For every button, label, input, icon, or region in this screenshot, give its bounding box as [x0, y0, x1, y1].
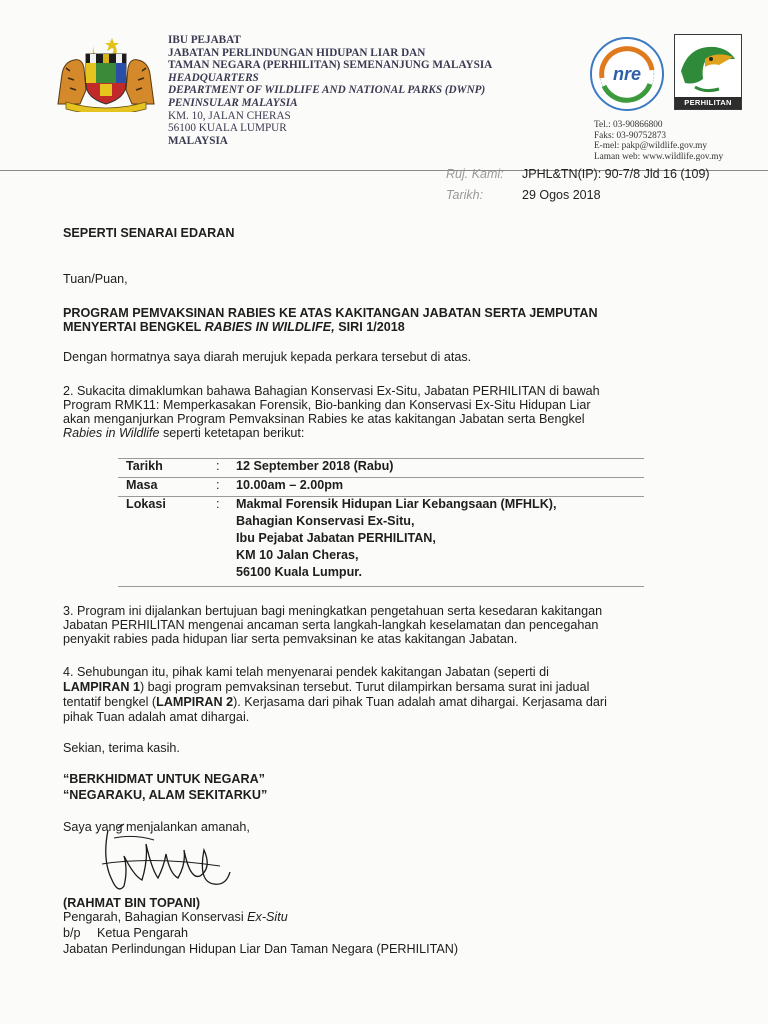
contact-details [594, 120, 723, 162]
schedule-colon: : [216, 459, 220, 473]
schedule-label: Masa [126, 478, 158, 492]
nre-ministry-logo [588, 36, 666, 112]
paragraph-2-line: akan menganjurkan Program Pemvaksinan Rabies ke atas kakitangan Jabatan serta Bengkel [63, 412, 585, 426]
on-behalf-label: b/p [63, 926, 81, 940]
paragraph-3-line: 3. Program ini dijalankan bertujuan bagi meningkatkan pengetahuan serta kesedaran kakitangan [63, 604, 603, 618]
paragraph-4-line [63, 695, 699, 710]
body-text: Pengarah, Bahagian Konservasi [63, 910, 248, 924]
subject-italic-text: RABIES IN WILDLIFE, [204, 320, 335, 334]
schedule-value: 56100 Kuala Lumpur. [236, 565, 362, 579]
closing-text: Sekian, terima kasih. [63, 741, 180, 755]
letterhead-line: IBU PEJABAT [168, 34, 241, 46]
trust-line: Saya yang menjalankan amanah, [63, 820, 250, 834]
letterhead-line: TAMAN NEGARA (PERHILITAN) SEMENANJUNG MALAYSIA [168, 59, 493, 72]
schedule-value: Makmal Forensik Hidupan Liar Kebangsaan (MFHLK), [236, 497, 557, 511]
paragraph-4-line [63, 680, 699, 695]
paragraph-3-line: penyakit rabies pada hidupan liar serta pemvaksinan ke atas kakitangan Jabatan. [63, 632, 518, 646]
reference-number-row [446, 167, 710, 181]
paragraph-2-line: 2. Sukacita dimaklumkan bahawa Bahagian Konservasi Ex-Situ, Jabatan PERHILITAN di bawah [63, 384, 600, 398]
italic-text: Ex-Situ [247, 910, 288, 924]
hornbill-icon [675, 35, 740, 97]
paragraph-2-line: Program RMK11: Memperkasakan Forensik, Bio-banking dan Konservasi Ex-Situ Hidupan Liar [63, 398, 591, 412]
perhilitan-logo-label: PERHILITAN [675, 97, 741, 109]
body-text: seperti ketetapan berikut: [159, 426, 305, 440]
letterhead-line: KM. 10, JALAN CHERAS [168, 109, 291, 122]
table-rule [118, 586, 644, 587]
schedule-label: Lokasi [126, 497, 166, 511]
addressee: SEPERTI SENARAI EDARAN [63, 226, 235, 240]
motto-line: “BERKHIDMAT UNTUK NEGARA” [63, 772, 265, 786]
contact-email: E-mel: pakp@wildlife.gov.my [594, 141, 708, 152]
malaysia-coat-of-arms-logo [52, 34, 160, 112]
schedule-value: Bahagian Konservasi Ex-Situ, [236, 514, 415, 528]
subject-text: SIRI 1/2018 [334, 320, 405, 334]
italic-text: Rabies in Wildlife [63, 426, 160, 440]
schedule-colon: : [216, 497, 220, 511]
table-row [118, 478, 644, 496]
date-label: Tarikh: [446, 188, 484, 202]
bold-text: LAMPIRAN 2 [156, 695, 234, 709]
schedule-value: Ibu Pejabat Jabatan PERHILITAN, [236, 531, 436, 545]
subject-text: MENYERTAI BENGKEL [63, 320, 205, 334]
schedule-value: KM 10 Jalan Cheras, [236, 548, 359, 562]
intro-paragraph: Dengan hormatnya saya diarah merujuk kepada perkara tersebut di atas. [63, 350, 472, 364]
reference-date-row [446, 188, 601, 202]
letterhead-line: DEPARTMENT OF WILDLIFE AND NATIONAL PARKS (DWNP) [168, 84, 486, 97]
letter-date: 29 Ogos 2018 [522, 188, 601, 202]
contact-website: Laman web: www.wildlife.gov.my [594, 151, 724, 162]
body-text: ) bagi program pemvaksinan tersebut. Turut dilampirkan bersama surat ini jadual [139, 680, 590, 694]
subject-line: PROGRAM PEMVAKSINAN RABIES KE ATAS KAKITANGAN JABATAN SERTA JEMPUTAN [63, 306, 598, 320]
on-behalf-value: Ketua Pengarah [97, 926, 189, 940]
letterhead-line: HEADQUARTERS [168, 71, 259, 84]
body-text: ). Kerjasama dari pihak Tuan adalah amat dihargai. Kerjasama dari [233, 695, 607, 709]
paragraph-4-line: pihak Tuan adalah amat dihargai. [63, 710, 250, 724]
contact-fax: Faks: 03-90752873 [594, 130, 667, 141]
on-behalf-line [63, 926, 699, 941]
handwritten-signature [94, 820, 254, 900]
schedule-label: Tarikh [126, 459, 163, 473]
reference-number: JPHL&TN(IP): 90-7/8 Jld 16 (109) [522, 167, 710, 181]
table-row [118, 497, 644, 587]
bold-text: LAMPIRAN 1 [63, 680, 140, 694]
table-row [118, 459, 644, 477]
department-name: Jabatan Perlindungan Hidupan Liar Dan Taman Negara (PERHILITAN) [63, 942, 459, 956]
schedule-colon: : [216, 478, 220, 492]
schedule-value: 12 September 2018 (Rabu) [236, 459, 394, 473]
nre-logo-text: nre [612, 64, 642, 84]
subject-line [63, 320, 699, 335]
schedule-value: 10.00am – 2.00pm [236, 478, 344, 492]
letterhead-line: PENINSULAR MALAYSIA [168, 96, 298, 109]
body-text: tentatif bengkel ( [63, 695, 157, 709]
paragraph-4-line: 4. Sehubungan itu, pihak kami telah menyenarai pendek kakitangan Jabatan (seperti di [63, 665, 549, 679]
signatory-name: (RAHMAT BIN TOPANI) [63, 896, 201, 910]
contact-tel: Tel.: 03-90866800 [594, 120, 663, 130]
letterhead-line: 56100 KUALA LUMPUR [168, 122, 287, 135]
paragraph-2-line [63, 426, 699, 441]
signatory-title [63, 910, 699, 925]
perhilitan-logo [674, 34, 742, 110]
paragraph-3-line: Jabatan PERHILITAN mengenai ancaman serta langkah-langkah keselamatan dan pencegahan [63, 618, 599, 632]
motto-line: “NEGARAKU, ALAM SEKITARKU” [63, 788, 268, 802]
salutation: Tuan/Puan, [63, 272, 128, 286]
letterhead-line: JABATAN PERLINDUNGAN HIDUPAN LIAR DAN [168, 46, 426, 59]
reference-label: Ruj. Kami: [446, 167, 504, 181]
letterhead-line: MALAYSIA [168, 134, 228, 147]
letterhead-address [168, 34, 492, 147]
